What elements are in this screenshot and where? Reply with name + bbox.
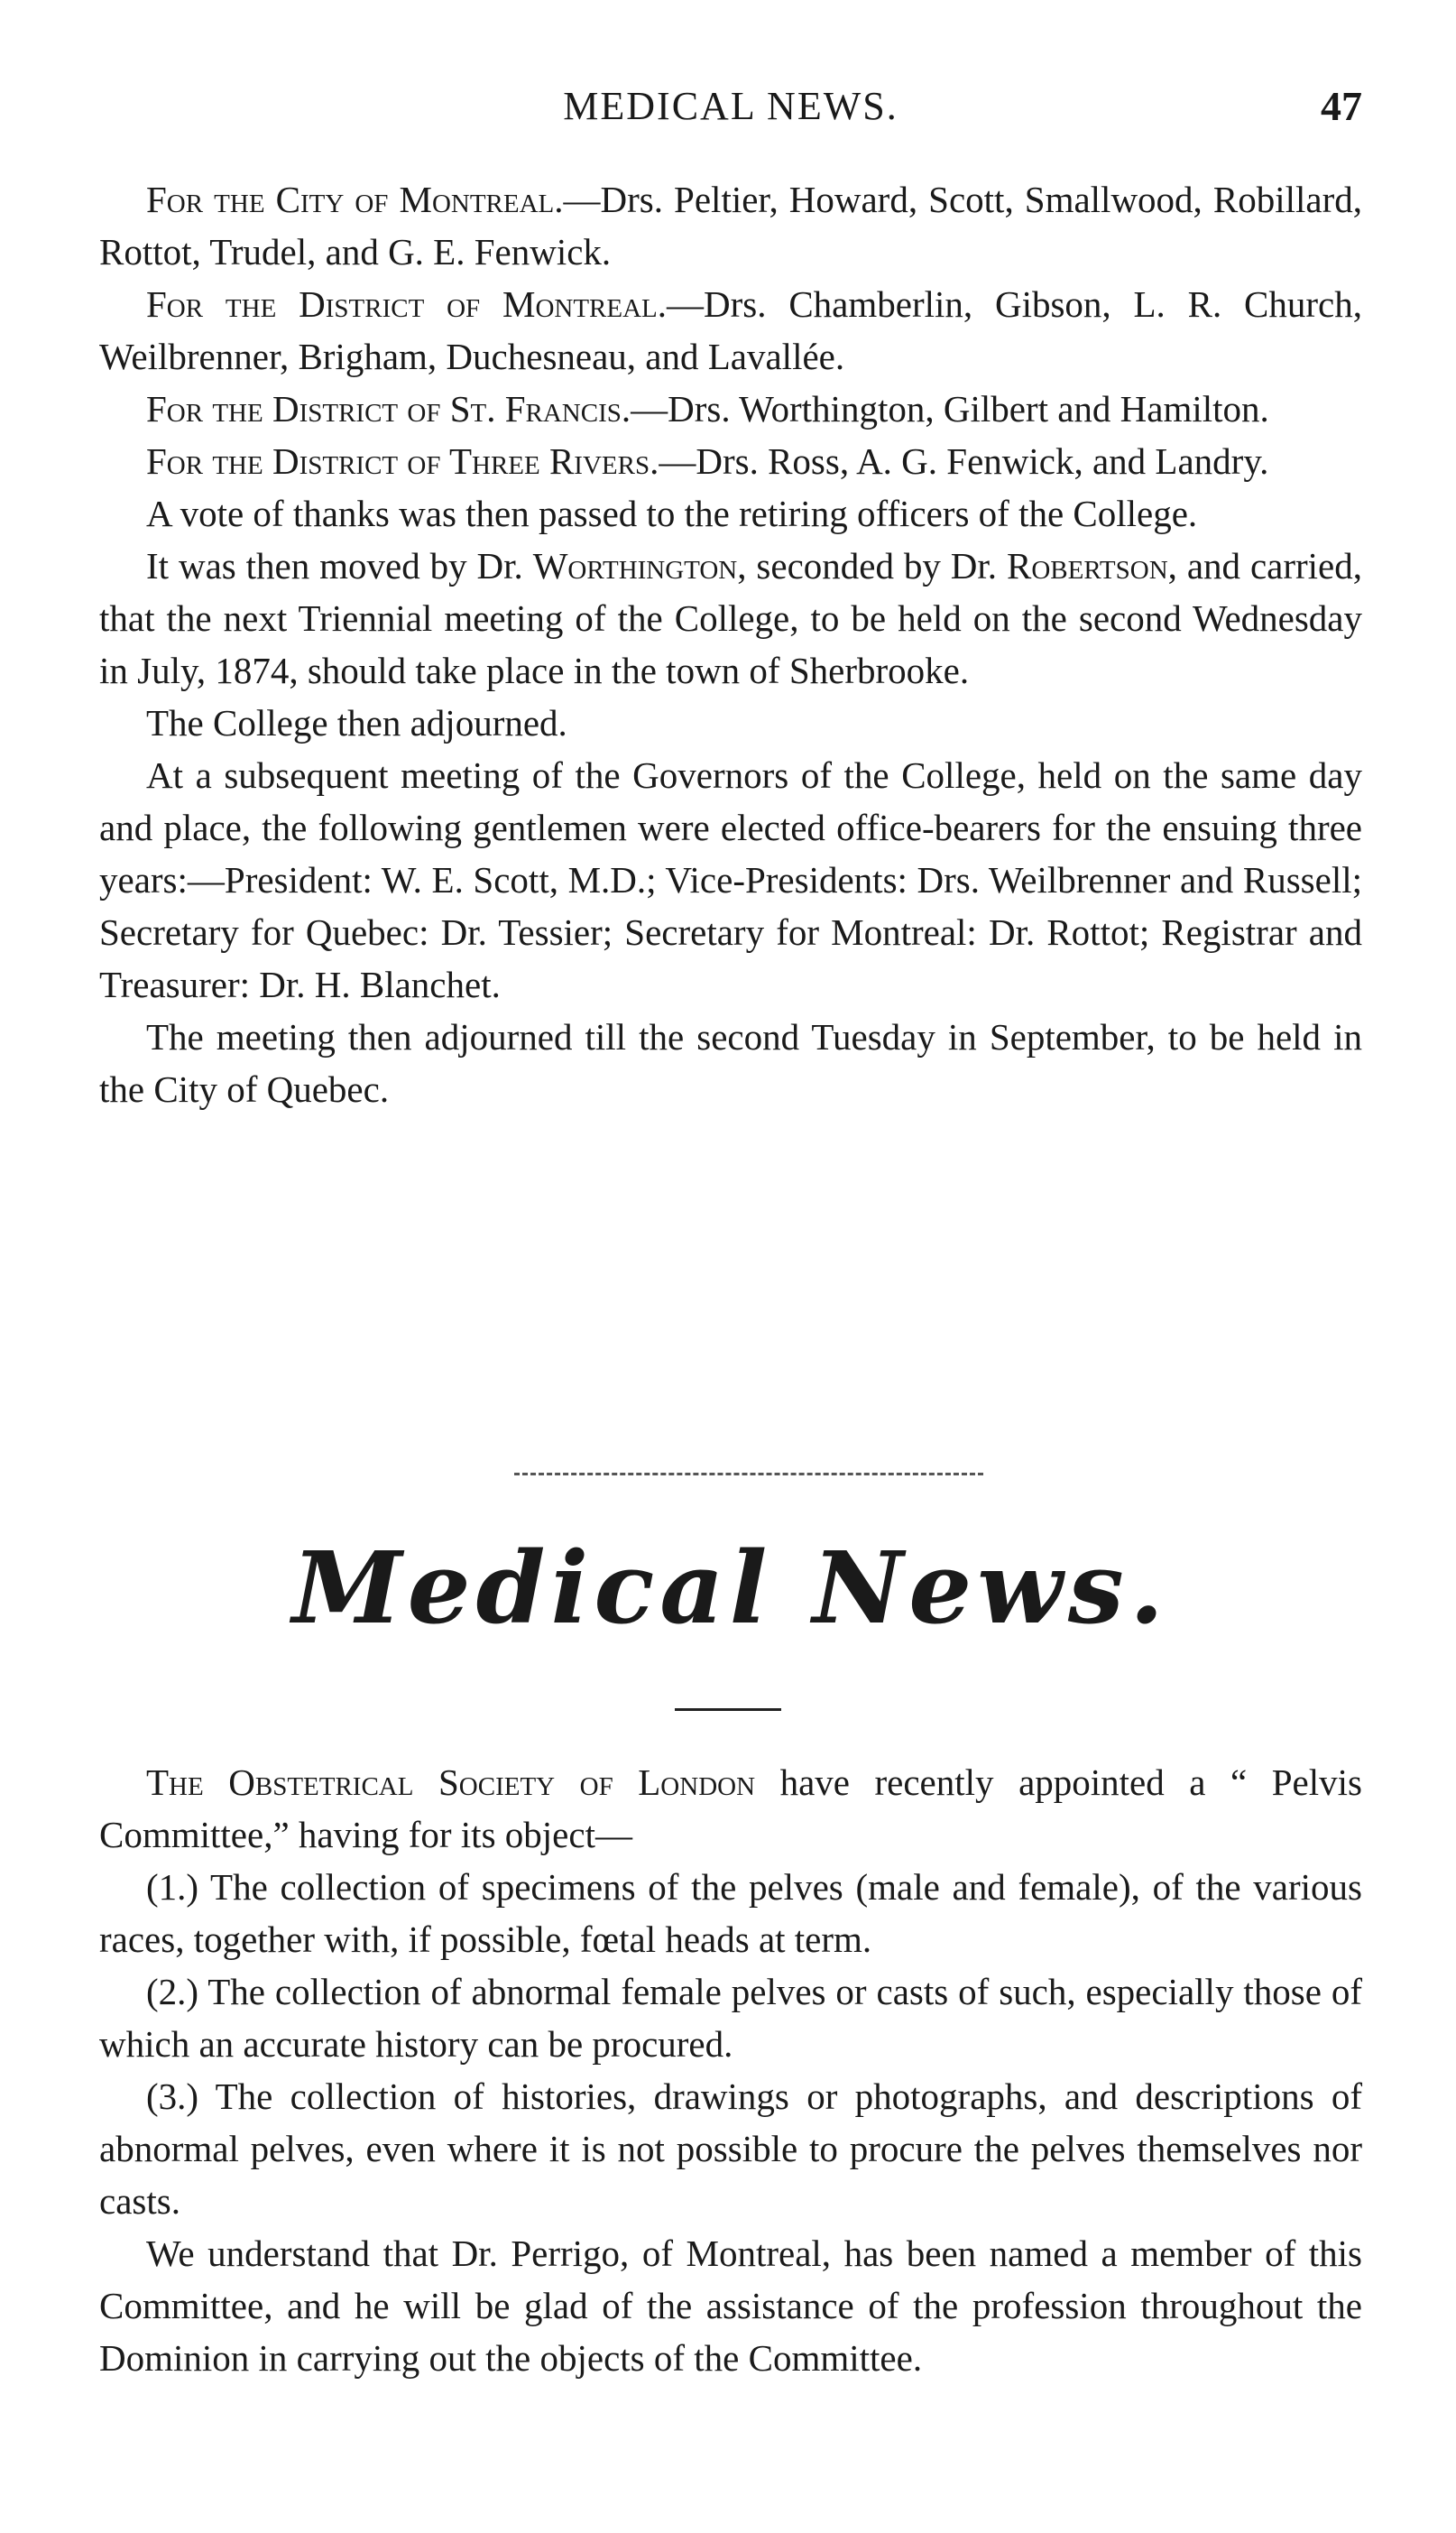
paragraph-office-bearers: At a subsequent meeting of the Governors of the College, held on the same day and place, the following gentlemen were elected office-bearers for the ensuing three years:—President: W. E. Scott, M.D.; Vice-Presidents: Drs. Weilbrenner and Russell; Secretary for Quebec: Dr. Tessier; Secretary for Montreal: Dr. Rottot; Registrar and Treasurer: Dr. H. Blanchet. — [99, 754, 1362, 1005]
paragraph-district-of-three-rivers — [99, 435, 1362, 487]
district-heading: For the City of Montreal. — [146, 179, 564, 220]
paragraph-adjourned: The College then adjourned. — [146, 702, 567, 744]
seconder-name: Robertson — [1006, 545, 1168, 587]
physician-list: —Drs. Worthington, Gilbert and Hamilton. — [631, 388, 1269, 430]
district-heading: For the District of St. Francis. — [146, 388, 631, 430]
paragraph-city-of-montreal — [99, 173, 1362, 278]
paragraph-triennial-motion — [99, 540, 1362, 697]
paragraph-object-2: (2.) The collection of abnormal female pelves or casts of such, especially those of which an accurate history can be procured. — [99, 1971, 1362, 2065]
physician-list: —Drs. Chamberlin, Gibson, L. R. Church, Weilbrenner, Brigham, Duchesneau, and Lavallée. — [99, 283, 1362, 377]
motion-text: , and carried, that the next Triennial meeting of the College, to be held on the second Wednesday in July, 1874, should take place in the town of Sherbrooke. — [99, 545, 1362, 691]
paragraph-next-meeting: The meeting then adjourned till the second Tuesday in September, to be held in the City of Quebec. — [99, 1016, 1362, 1110]
society-name: The Obstetrical Society of London — [146, 1761, 756, 1803]
motion-text: , seconded by Dr. — [737, 545, 1007, 587]
paragraph-object-1: (1.) The collection of specimens of the pelves (male and female), of the various races, together with, if possible, fœtal heads at term. — [99, 1866, 1362, 1960]
mover-name: Worthington — [532, 545, 738, 587]
paragraph-obstetrical-society — [99, 1756, 1362, 1861]
masthead-rule — [675, 1708, 781, 1711]
pelvis-committee-section — [99, 1756, 1362, 2384]
section-divider — [514, 1473, 983, 1475]
district-heading: For the District of Three Rivers. — [146, 440, 659, 482]
motion-text: It was then moved by Dr. — [146, 545, 533, 587]
physician-list: —Drs. Ross, A. G. Fenwick, and Landry. — [659, 440, 1269, 482]
physician-list: —Drs. Peltier, Howard, Scott, Smallwood, Robillard, Rottot, Trudel, and G. E. Fenwick. — [99, 179, 1362, 273]
district-heading: For the District of Montreal. — [146, 283, 668, 325]
paragraph-vote-of-thanks: A vote of thanks was then passed to the retiring officers of the College. — [146, 493, 1198, 534]
page-number: 47 — [1321, 83, 1362, 129]
running-title: MEDICAL NEWS. — [563, 84, 898, 128]
section-masthead: Medical News. — [291, 1530, 1170, 1646]
paragraph-district-of-st-francis — [99, 383, 1362, 435]
paragraph-object-3: (3.) The collection of histories, drawings or photographs, and descriptions of abnormal pelves, even where it is not possible to procure the pelves themselves nor casts. — [99, 2075, 1362, 2222]
paragraph-dr-perrigo: We understand that Dr. Perrigo, of Montreal, has been named a member of this Committee, and he will be glad of the assistance of the profession throughout the Dominion in carrying out the objects of the Committee. — [99, 2233, 1362, 2379]
announcement-text: have recently appointed a “ Pelvis Committee,” having for its object— — [99, 1761, 1362, 1855]
college-elections-section — [99, 173, 1362, 1115]
paragraph-district-of-montreal — [99, 278, 1362, 383]
running-head — [99, 79, 1362, 134]
